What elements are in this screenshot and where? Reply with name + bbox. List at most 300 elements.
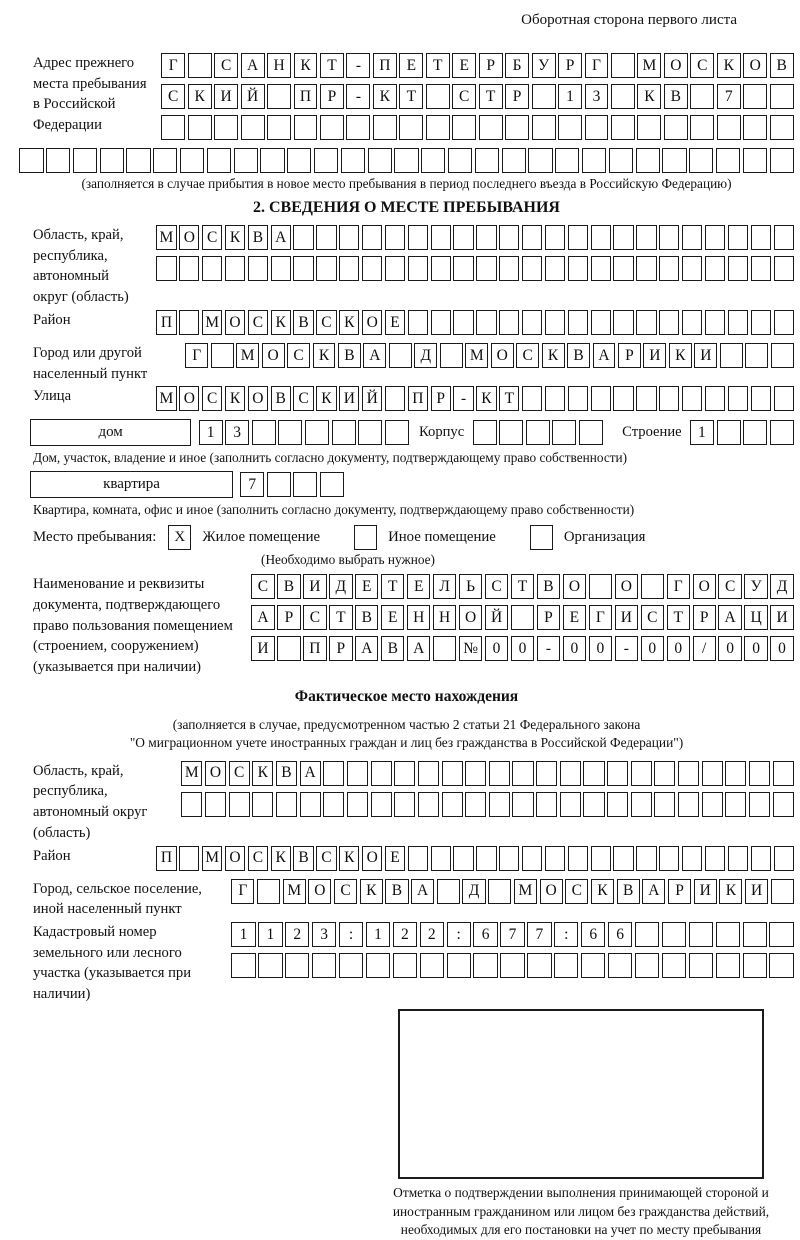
form-cell[interactable]: [393, 953, 417, 978]
form-cell[interactable]: [532, 84, 556, 109]
form-cell[interactable]: [560, 792, 581, 817]
form-cell[interactable]: [426, 84, 450, 109]
form-cell[interactable]: Е: [355, 574, 378, 599]
form-cell[interactable]: [476, 225, 496, 250]
form-cell[interactable]: [583, 792, 604, 817]
form-cell[interactable]: [591, 386, 611, 411]
form-cell[interactable]: [100, 148, 124, 173]
form-cell[interactable]: 3: [585, 84, 609, 109]
form-cell[interactable]: А: [718, 605, 741, 630]
form-cell[interactable]: [320, 472, 344, 497]
form-cell[interactable]: В: [271, 386, 291, 411]
form-cell[interactable]: [662, 148, 686, 173]
form-cell[interactable]: И: [339, 386, 359, 411]
form-cell[interactable]: [689, 922, 713, 947]
form-cell[interactable]: О: [179, 386, 199, 411]
form-cell[interactable]: [418, 792, 439, 817]
form-cell[interactable]: [717, 115, 741, 140]
cell-row[interactable]: [155, 225, 795, 250]
form-cell[interactable]: О: [540, 879, 563, 904]
form-cell[interactable]: [636, 256, 656, 281]
form-cell[interactable]: У: [744, 574, 767, 599]
form-cell[interactable]: [267, 115, 291, 140]
form-cell[interactable]: [558, 115, 582, 140]
house-number-cells[interactable]: [197, 420, 410, 445]
form-cell[interactable]: [591, 225, 611, 250]
form-cell[interactable]: [771, 879, 794, 904]
form-cell[interactable]: [770, 148, 794, 173]
form-cell[interactable]: [636, 148, 660, 173]
form-cell[interactable]: И: [643, 343, 666, 368]
form-cell[interactable]: :: [339, 922, 363, 947]
form-cell[interactable]: В: [617, 879, 640, 904]
form-cell[interactable]: С: [516, 343, 539, 368]
form-cell[interactable]: О: [563, 574, 586, 599]
form-cell[interactable]: [689, 148, 713, 173]
form-cell[interactable]: [452, 115, 476, 140]
form-cell[interactable]: [431, 225, 451, 250]
form-cell[interactable]: М: [156, 225, 176, 250]
form-cell[interactable]: 1: [366, 922, 390, 947]
form-cell[interactable]: Н: [433, 605, 456, 630]
form-cell[interactable]: С: [334, 879, 357, 904]
form-cell[interactable]: [528, 148, 552, 173]
form-cell[interactable]: [341, 148, 365, 173]
form-cell[interactable]: [545, 310, 565, 335]
form-cell[interactable]: С: [690, 53, 714, 78]
form-cell[interactable]: [394, 792, 415, 817]
form-cell[interactable]: [690, 84, 714, 109]
form-cell[interactable]: И: [615, 605, 638, 630]
form-cell[interactable]: [743, 953, 767, 978]
form-cell[interactable]: [611, 53, 635, 78]
form-cell[interactable]: [316, 256, 336, 281]
form-cell[interactable]: М: [637, 53, 661, 78]
cell-row[interactable]: [250, 574, 795, 599]
form-cell[interactable]: [552, 420, 576, 445]
korpus-cells[interactable]: [471, 420, 604, 445]
form-cell[interactable]: [278, 420, 302, 445]
form-cell[interactable]: [631, 761, 652, 786]
form-cell[interactable]: [205, 792, 226, 817]
form-cell[interactable]: [774, 310, 794, 335]
form-cell[interactable]: С: [229, 761, 250, 786]
form-cell[interactable]: С: [202, 386, 222, 411]
form-cell[interactable]: [720, 343, 743, 368]
form-cell[interactable]: [252, 420, 276, 445]
form-cell[interactable]: П: [408, 386, 428, 411]
form-cell[interactable]: [431, 256, 451, 281]
form-cell[interactable]: Т: [511, 574, 534, 599]
form-cell[interactable]: О: [179, 225, 199, 250]
form-cell[interactable]: Е: [385, 310, 405, 335]
form-cell[interactable]: [526, 420, 550, 445]
form-cell[interactable]: С: [316, 310, 336, 335]
form-cell[interactable]: [636, 225, 656, 250]
form-cell[interactable]: И: [694, 879, 717, 904]
form-cell[interactable]: [320, 115, 344, 140]
cell-row[interactable]: [155, 386, 795, 411]
cell-row[interactable]: [155, 256, 795, 281]
form-cell[interactable]: К: [339, 846, 359, 871]
form-cell[interactable]: [689, 953, 713, 978]
form-cell[interactable]: [636, 386, 656, 411]
form-cell[interactable]: [473, 953, 497, 978]
form-cell[interactable]: М: [465, 343, 488, 368]
form-cell[interactable]: [479, 115, 503, 140]
form-cell[interactable]: К: [271, 310, 291, 335]
form-cell[interactable]: Т: [399, 84, 423, 109]
form-cell[interactable]: [560, 761, 581, 786]
form-cell[interactable]: [743, 148, 767, 173]
form-cell[interactable]: [358, 420, 382, 445]
cell-row[interactable]: [230, 953, 795, 978]
form-cell[interactable]: [743, 84, 767, 109]
form-cell[interactable]: С: [485, 574, 508, 599]
form-cell[interactable]: 0: [563, 636, 586, 661]
form-cell[interactable]: [654, 761, 675, 786]
form-cell[interactable]: [774, 225, 794, 250]
form-cell[interactable]: 6: [608, 922, 632, 947]
form-cell[interactable]: И: [251, 636, 274, 661]
form-cell[interactable]: К: [669, 343, 692, 368]
form-cell[interactable]: [607, 761, 628, 786]
form-cell[interactable]: 0: [667, 636, 690, 661]
form-cell[interactable]: [489, 761, 510, 786]
form-cell[interactable]: [499, 310, 519, 335]
form-cell[interactable]: М: [236, 343, 259, 368]
form-cell[interactable]: [690, 115, 714, 140]
form-cell[interactable]: [260, 148, 284, 173]
form-cell[interactable]: А: [642, 879, 665, 904]
form-cell[interactable]: [312, 953, 336, 978]
form-cell[interactable]: [608, 953, 632, 978]
form-cell[interactable]: О: [308, 879, 331, 904]
form-cell[interactable]: [287, 148, 311, 173]
form-cell[interactable]: [659, 310, 679, 335]
form-cell[interactable]: [234, 148, 258, 173]
form-cell[interactable]: [293, 256, 313, 281]
form-cell[interactable]: [705, 386, 725, 411]
form-cell[interactable]: [662, 953, 686, 978]
form-cell[interactable]: [408, 310, 428, 335]
form-cell[interactable]: [225, 256, 245, 281]
form-cell[interactable]: [568, 310, 588, 335]
form-cell[interactable]: [252, 792, 273, 817]
form-cell[interactable]: [442, 761, 463, 786]
form-cell[interactable]: [773, 792, 794, 817]
form-cell[interactable]: [659, 225, 679, 250]
form-cell[interactable]: П: [156, 846, 176, 871]
form-cell[interactable]: [371, 792, 392, 817]
form-cell[interactable]: Г: [667, 574, 690, 599]
form-cell[interactable]: [774, 256, 794, 281]
organization-checkbox[interactable]: [530, 525, 553, 550]
form-cell[interactable]: [659, 846, 679, 871]
form-cell[interactable]: [662, 922, 686, 947]
form-cell[interactable]: [705, 225, 725, 250]
form-cell[interactable]: О: [262, 343, 285, 368]
form-cell[interactable]: [453, 225, 473, 250]
form-cell[interactable]: [347, 792, 368, 817]
form-cell[interactable]: К: [294, 53, 318, 78]
residential-checkbox[interactable]: X: [168, 525, 191, 550]
form-cell[interactable]: К: [188, 84, 212, 109]
form-cell[interactable]: Н: [407, 605, 430, 630]
form-cell[interactable]: [257, 879, 280, 904]
cell-row[interactable]: [160, 84, 795, 109]
form-cell[interactable]: [611, 84, 635, 109]
form-cell[interactable]: [362, 225, 382, 250]
form-cell[interactable]: П: [373, 53, 397, 78]
form-cell[interactable]: М: [514, 879, 537, 904]
form-cell[interactable]: Р: [479, 53, 503, 78]
form-cell[interactable]: [368, 148, 392, 173]
form-cell[interactable]: [476, 256, 496, 281]
form-cell[interactable]: В: [293, 846, 313, 871]
form-cell[interactable]: [258, 953, 282, 978]
form-cell[interactable]: [659, 256, 679, 281]
form-cell[interactable]: [73, 148, 97, 173]
form-cell[interactable]: [362, 256, 382, 281]
form-cell[interactable]: Г: [231, 879, 254, 904]
form-cell[interactable]: 3: [312, 922, 336, 947]
form-cell[interactable]: [749, 792, 770, 817]
form-cell[interactable]: В: [338, 343, 361, 368]
form-cell[interactable]: [659, 386, 679, 411]
cell-row[interactable]: [230, 879, 795, 904]
form-cell[interactable]: У: [532, 53, 556, 78]
form-cell[interactable]: /: [693, 636, 716, 661]
cell-row[interactable]: [155, 310, 795, 335]
form-cell[interactable]: [771, 343, 794, 368]
form-cell[interactable]: [511, 605, 534, 630]
form-cell[interactable]: [442, 792, 463, 817]
form-cell[interactable]: В: [355, 605, 378, 630]
form-cell[interactable]: [202, 256, 222, 281]
form-cell[interactable]: В: [276, 761, 297, 786]
form-cell[interactable]: К: [360, 879, 383, 904]
form-cell[interactable]: [371, 761, 392, 786]
form-cell[interactable]: Р: [277, 605, 300, 630]
form-cell[interactable]: [231, 953, 255, 978]
form-cell[interactable]: [545, 386, 565, 411]
cell-row[interactable]: [180, 761, 795, 786]
form-cell[interactable]: [229, 792, 250, 817]
form-cell[interactable]: [682, 386, 702, 411]
form-cell[interactable]: О: [362, 846, 382, 871]
form-cell[interactable]: П: [303, 636, 326, 661]
form-cell[interactable]: С: [248, 310, 268, 335]
form-cell[interactable]: Т: [667, 605, 690, 630]
cell-row[interactable]: [184, 343, 795, 368]
form-cell[interactable]: [267, 84, 291, 109]
form-cell[interactable]: [536, 792, 557, 817]
form-cell[interactable]: [408, 225, 428, 250]
form-cell[interactable]: О: [743, 53, 767, 78]
form-cell[interactable]: [385, 256, 405, 281]
form-cell[interactable]: С: [248, 846, 268, 871]
form-cell[interactable]: 0: [589, 636, 612, 661]
form-cell[interactable]: [654, 792, 675, 817]
form-cell[interactable]: [440, 343, 463, 368]
form-cell[interactable]: 1: [258, 922, 282, 947]
form-cell[interactable]: К: [591, 879, 614, 904]
form-cell[interactable]: К: [316, 386, 336, 411]
form-cell[interactable]: 7: [527, 922, 551, 947]
form-cell[interactable]: 0: [718, 636, 741, 661]
form-cell[interactable]: [728, 256, 748, 281]
form-cell[interactable]: А: [411, 879, 434, 904]
form-cell[interactable]: В: [567, 343, 590, 368]
form-cell[interactable]: [179, 310, 199, 335]
form-cell[interactable]: [583, 761, 604, 786]
form-cell[interactable]: [745, 343, 768, 368]
form-cell[interactable]: К: [373, 84, 397, 109]
form-cell[interactable]: [323, 761, 344, 786]
form-cell[interactable]: М: [202, 846, 222, 871]
form-cell[interactable]: [500, 953, 524, 978]
form-cell[interactable]: К: [476, 386, 496, 411]
form-cell[interactable]: Р: [618, 343, 641, 368]
form-cell[interactable]: 2: [393, 922, 417, 947]
form-cell[interactable]: [716, 922, 740, 947]
form-cell[interactable]: [613, 386, 633, 411]
form-cell[interactable]: [323, 792, 344, 817]
form-cell[interactable]: А: [593, 343, 616, 368]
form-cell[interactable]: [394, 761, 415, 786]
form-cell[interactable]: [579, 420, 603, 445]
stroenie-cells[interactable]: [689, 420, 795, 445]
form-cell[interactable]: М: [202, 310, 222, 335]
form-cell[interactable]: [346, 115, 370, 140]
form-cell[interactable]: 1: [231, 922, 255, 947]
form-cell[interactable]: Г: [585, 53, 609, 78]
form-cell[interactable]: [774, 386, 794, 411]
form-cell[interactable]: [751, 846, 771, 871]
form-cell[interactable]: [385, 420, 409, 445]
form-cell[interactable]: С: [161, 84, 185, 109]
form-cell[interactable]: [591, 846, 611, 871]
form-cell[interactable]: [705, 846, 725, 871]
form-cell[interactable]: [505, 115, 529, 140]
form-cell[interactable]: Р: [329, 636, 352, 661]
form-cell[interactable]: [488, 879, 511, 904]
form-cell[interactable]: [613, 256, 633, 281]
form-cell[interactable]: [188, 53, 212, 78]
form-cell[interactable]: :: [554, 922, 578, 947]
form-cell[interactable]: [153, 148, 177, 173]
form-cell[interactable]: :: [447, 922, 471, 947]
form-cell[interactable]: [294, 115, 318, 140]
form-cell[interactable]: С: [718, 574, 741, 599]
form-cell[interactable]: [702, 792, 723, 817]
form-cell[interactable]: С: [316, 846, 336, 871]
form-cell[interactable]: [581, 953, 605, 978]
form-cell[interactable]: -: [537, 636, 560, 661]
form-cell[interactable]: [385, 225, 405, 250]
form-cell[interactable]: [385, 386, 405, 411]
form-cell[interactable]: [532, 115, 556, 140]
form-cell[interactable]: А: [407, 636, 430, 661]
form-cell[interactable]: И: [694, 343, 717, 368]
form-cell[interactable]: В: [664, 84, 688, 109]
form-cell[interactable]: Е: [399, 53, 423, 78]
form-cell[interactable]: [728, 386, 748, 411]
form-cell[interactable]: [433, 636, 456, 661]
form-cell[interactable]: А: [363, 343, 386, 368]
form-cell[interactable]: [682, 225, 702, 250]
form-cell[interactable]: [554, 953, 578, 978]
form-cell[interactable]: [473, 420, 497, 445]
form-cell[interactable]: [179, 846, 199, 871]
cell-row[interactable]: [180, 792, 795, 817]
form-cell[interactable]: К: [225, 225, 245, 250]
form-cell[interactable]: [725, 761, 746, 786]
form-cell[interactable]: К: [717, 53, 741, 78]
cell-row[interactable]: [160, 115, 795, 140]
form-cell[interactable]: [180, 148, 204, 173]
form-cell[interactable]: П: [294, 84, 318, 109]
form-cell[interactable]: [285, 953, 309, 978]
cell-row[interactable]: [250, 605, 795, 630]
form-cell[interactable]: [743, 922, 767, 947]
form-cell[interactable]: 6: [473, 922, 497, 947]
form-cell[interactable]: А: [355, 636, 378, 661]
form-cell[interactable]: [568, 386, 588, 411]
form-cell[interactable]: [607, 792, 628, 817]
other-premises-checkbox[interactable]: [354, 525, 377, 550]
form-cell[interactable]: [389, 343, 412, 368]
form-cell[interactable]: К: [271, 846, 291, 871]
form-cell[interactable]: Г: [185, 343, 208, 368]
form-cell[interactable]: М: [156, 386, 176, 411]
form-cell[interactable]: [300, 792, 321, 817]
form-cell[interactable]: [448, 148, 472, 173]
form-cell[interactable]: [769, 953, 793, 978]
form-cell[interactable]: Д: [770, 574, 793, 599]
form-cell[interactable]: [678, 761, 699, 786]
cell-row[interactable]: [155, 846, 795, 871]
form-cell[interactable]: Ц: [744, 605, 767, 630]
form-cell[interactable]: [179, 256, 199, 281]
form-cell[interactable]: [751, 310, 771, 335]
form-cell[interactable]: [545, 256, 565, 281]
form-cell[interactable]: [465, 792, 486, 817]
form-cell[interactable]: М: [181, 761, 202, 786]
form-cell[interactable]: [499, 846, 519, 871]
form-cell[interactable]: 1: [690, 420, 714, 445]
form-cell[interactable]: А: [271, 225, 291, 250]
form-cell[interactable]: Е: [385, 846, 405, 871]
form-cell[interactable]: [589, 574, 612, 599]
form-cell[interactable]: [522, 225, 542, 250]
form-cell[interactable]: 7: [240, 472, 264, 497]
form-cell[interactable]: А: [241, 53, 265, 78]
form-cell[interactable]: Г: [161, 53, 185, 78]
form-cell[interactable]: [394, 148, 418, 173]
form-cell[interactable]: А: [251, 605, 274, 630]
form-cell[interactable]: Т: [320, 53, 344, 78]
form-cell[interactable]: [421, 148, 445, 173]
form-cell[interactable]: О: [205, 761, 226, 786]
form-cell[interactable]: [702, 761, 723, 786]
form-cell[interactable]: А: [300, 761, 321, 786]
form-cell[interactable]: О: [615, 574, 638, 599]
form-cell[interactable]: [502, 148, 526, 173]
form-cell[interactable]: Р: [668, 879, 691, 904]
form-cell[interactable]: М: [283, 879, 306, 904]
